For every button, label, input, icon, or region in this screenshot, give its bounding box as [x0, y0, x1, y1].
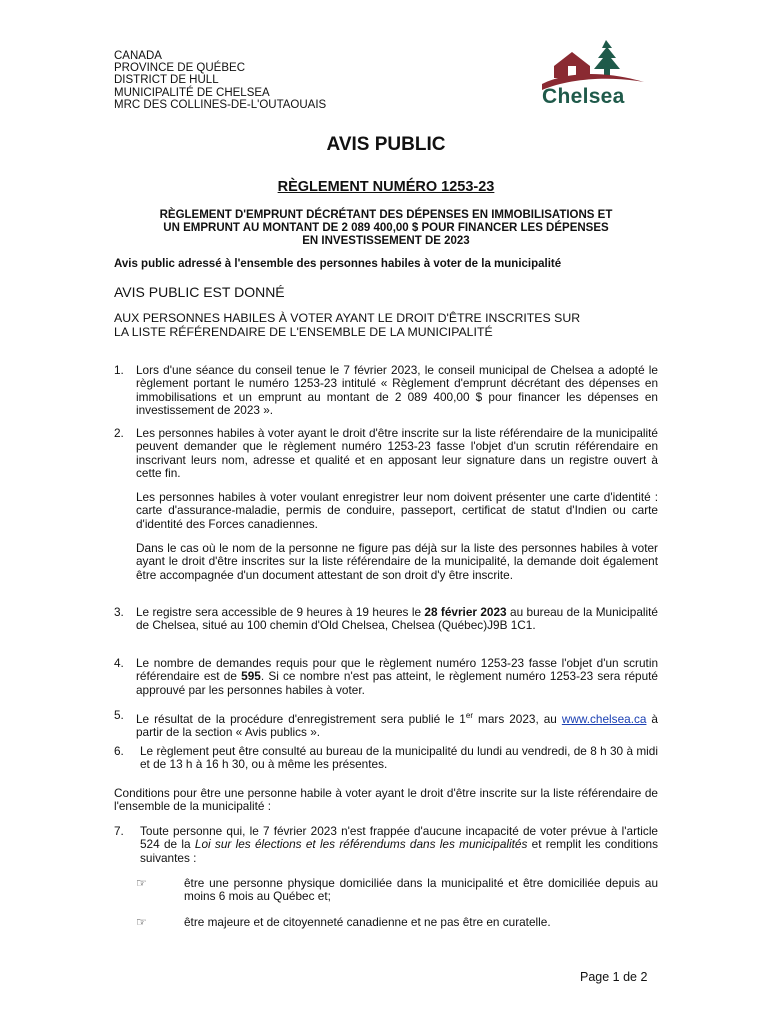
- item-text: Les personnes habiles à voter ayant le droit d'être inscrite sur la liste référendaire de la municipalité peuvent demander que le règlement numéro 1253-23 fasse l'objet d'un scrutin référendaire en inscrivant leurs nom, adresse et qualité et en apposant leur signature dans un registre ouvert à cette fin.: [136, 426, 658, 481]
- item-text-part: à partir de la section « Avis publics ».: [136, 711, 658, 740]
- regulation-title: [112, 209, 660, 249]
- header-line: DISTRICT DE HULL: [114, 74, 219, 87]
- conditions-intro: Conditions pour être une personne habile à voter ayant le droit d'être inscrite sur la liste référendaire de l'ensemble de la municipalité :: [114, 786, 658, 814]
- chelsea-website-link[interactable]: www.chelsea.ca: [561, 711, 647, 726]
- regulation-number: RÈGLEMENT NUMÉRO 1253-23: [277, 179, 495, 195]
- item-text-part: mars 2023, au: [473, 711, 562, 726]
- required-requests-count: 595: [241, 669, 261, 684]
- item-number: 1.: [114, 363, 124, 377]
- pointing-hand-icon: ☞: [136, 876, 147, 890]
- paragraph: Les personnes habiles à voter voulant enregistrer leur nom doivent présenter une carte d'identité : carte d'assurance-maladie, permis de conduire, passeport, certificat de statut d'Indien ou carte d'identité des Forces canadiennes.: [136, 490, 658, 531]
- item-number: 3.: [114, 605, 124, 619]
- item-text-part: au bureau de la Municipalité de Chelsea, situé au 100 chemin d'Old Chelsea, Chelsea (Québec)J9B 1C1.: [136, 605, 658, 633]
- pointing-hand-icon: ☞: [136, 915, 147, 929]
- item-text: Le règlement peut être consulté au bureau de la municipalité du lundi au vendredi, de 8 h 30 à midi et de 13 h à 16 h 30, ou à même les présentes.: [140, 744, 658, 772]
- chelsea-logo: [540, 38, 648, 110]
- page-title: AVIS PUBLIC: [326, 134, 446, 155]
- superscript: er: [465, 711, 473, 720]
- item-number: 4.: [114, 656, 124, 670]
- header-line: MRC DES COLLINES-DE-L'OUTAOUAIS: [114, 98, 327, 111]
- to-persons-line: LA LISTE RÉFÉRENDAIRE DE L'ENSEMBLE DE LA MUNICIPALITÉ: [114, 325, 493, 339]
- item-text-part: Le nombre de demandes requis pour que le règlement numéro 1253-23 fasse l'objet d'un scrutin référendaire est de: [136, 656, 658, 684]
- item-text-part: Le résultat de la procédure d'enregistrement sera publié le 1: [136, 711, 466, 726]
- item-number: 2.: [114, 426, 124, 440]
- item-text-part: . Si ce nombre n'est pas atteint, le règlement numéro 1253-23 sera réputé approuvé par les personnes habiles à voter.: [136, 669, 658, 697]
- header-line: PROVINCE DE QUÉBEC: [114, 62, 245, 75]
- item-number: 7.: [114, 824, 124, 838]
- registry-date: 28 février 2023: [424, 605, 507, 619]
- item-text-part: et remplit les conditions suivantes :: [140, 837, 658, 865]
- to-persons-line: AUX PERSONNES HABILES À VOTER AYANT LE DROIT D'ÊTRE INSCRITES SUR: [114, 311, 581, 325]
- to-persons: [114, 311, 662, 339]
- law-title: Loi sur les élections et les référendums dans les municipalités: [194, 837, 528, 852]
- regulation-title-line: RÈGLEMENT D'EMPRUNT DÉCRÉTANT DES DÉPENSES EN IMMOBILISATIONS ET: [159, 209, 613, 221]
- regulation-title-line: UN EMPRUNT AU MONTANT DE 2 089 400,00 $ POUR FINANCER LES DÉPENSES: [163, 222, 609, 235]
- item-text: [136, 657, 658, 697]
- municipal-header: [114, 50, 326, 111]
- bullet-text: être une personne physique domiciliée dans la municipalité et être domiciliée depuis au moins 6 mois au Québec et;: [184, 876, 658, 904]
- item-text: Lors d'une séance du conseil tenue le 7 février 2023, le conseil municipal de Chelsea a adopté le règlement portant le numéro 1253-23 intitulé « Règlement d'emprunt décrétant des dépenses en immobilisations et un emprunt au montant de 2 089 400,00 $ pour financer les dépenses en investissement de 2023 ».: [136, 363, 658, 418]
- paragraph: Dans le cas où le nom de la personne ne figure pas déjà sur la liste des personnes habiles à voter ayant le droit d'être inscrites sur la liste référendaire de la municipalité, la demande doit également être accompagnée d'un document attestant de son droit d'y être inscrite.: [136, 541, 658, 582]
- item-number: 5.: [114, 708, 124, 722]
- bullet-text: être majeure et de citoyenneté canadienne et ne pas être en curatelle.: [184, 915, 551, 929]
- notice-given: AVIS PUBLIC EST DONNÉ: [114, 284, 285, 300]
- item-text-part: Toute personne qui, le 7 février 2023 n'est frappée d'aucune incapacité de voter prévue à l'article 524 de la: [140, 824, 658, 852]
- item-number: 6.: [114, 744, 124, 758]
- regulation-title-line: EN INVESTISSEMENT DE 2023: [302, 235, 470, 248]
- addressed-line: Avis public adressé à l'ensemble des personnes habiles à voter de la municipalité: [114, 258, 562, 270]
- item-text: [136, 606, 658, 633]
- page-number: Page 1 de 2: [580, 970, 648, 984]
- header-line: MUNICIPALITÉ DE CHELSEA: [114, 86, 270, 99]
- item-text-part: Le registre sera accessible de 9 heures à 19 heures le: [136, 605, 425, 619]
- item-text: [140, 825, 658, 865]
- header-line: CANADA: [114, 50, 162, 62]
- logo-text: Chelsea: [542, 85, 625, 108]
- item-text: [136, 709, 658, 740]
